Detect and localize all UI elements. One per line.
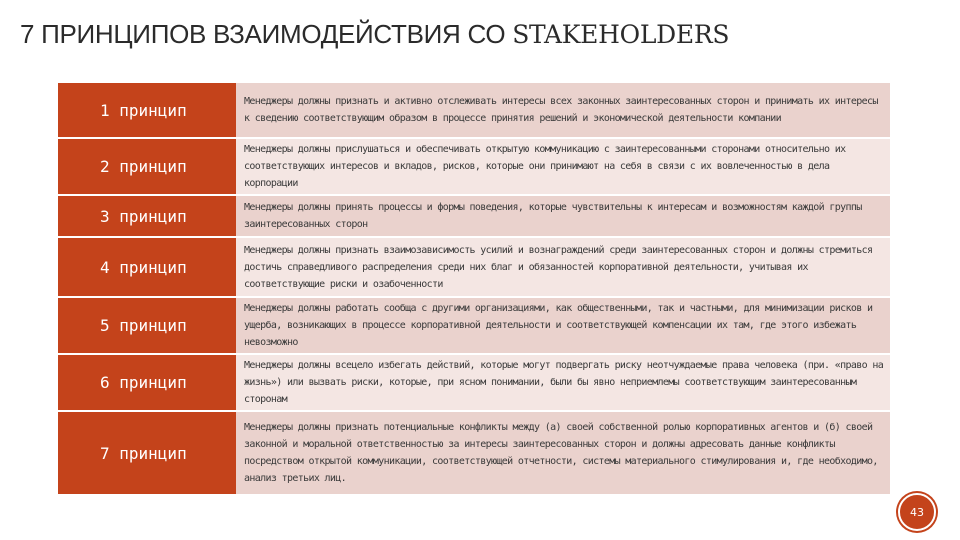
principle-label: 5 принцип — [58, 297, 236, 354]
table-row — [58, 237, 890, 297]
page-number: 43 — [910, 505, 924, 519]
principle-text: Менеджеры должны признать потенциальные конфликты между (а) своей собственной ролью корпоративных агентов и (б) своей законной и моральной ответственностью за интересы заинтересованных сторон и должны адресовать данные конфликты посредством открытой коммуникации, соответствующей отчетности, системы материального стимулирования и, где необходимо, анализ третьих лиц. — [236, 411, 890, 495]
table-row — [58, 83, 890, 138]
principle-text: Менеджеры должны признать и активно отслеживать интересы всех законных заинтересованных сторон и принимать их интересы к сведению соответствующим образом в процессе принятия решений и экономической деятельности компании — [236, 83, 890, 138]
principle-text: Менеджеры должны всецело избегать действий, которые могут подвергать риску неотчуждаемые права человека (при. «право на жизнь») или вызвать риски, которые, при ясном понимании, были бы явно неприемлемы соответствующим заинтересованным сторонам — [236, 354, 890, 411]
principle-label: 7 принцип — [58, 411, 236, 495]
principles-table — [58, 83, 890, 496]
principle-text: Менеджеры должны признать взаимозависимость усилий и вознаграждений среди заинтересованных сторон и должны стремиться достичь справедливого распределения среди них благ и обязанностей корпоративной деятельности, учитывая их соответствующие риски и озабоченности — [236, 237, 890, 297]
slide-title — [20, 17, 940, 52]
principle-label: 4 принцип — [58, 237, 236, 297]
principle-label: 6 принцип — [58, 354, 236, 411]
table-row — [58, 138, 890, 195]
principle-label: 1 принцип — [58, 83, 236, 138]
table-row — [58, 354, 890, 411]
table-row — [58, 411, 890, 495]
table-row — [58, 297, 890, 354]
slide-title-latin: STAKEHOLDERS — [512, 20, 730, 49]
principle-text: Менеджеры должны принять процессы и формы поведения, которые чувствительны к интересам и возможностям каждой группы заинтересованных сторон — [236, 195, 890, 237]
principle-text: Менеджеры должны работать сообща с другими организациями, как общественными, так и частными, для минимизации рисков и ущерба, возникающих в процессе корпоративной деятельности и соответствующей компенсации их там, где этого избежать невозможно — [236, 297, 890, 354]
principle-label: 3 принцип — [58, 195, 236, 237]
page-number-badge — [898, 493, 936, 531]
principle-label: 2 принцип — [58, 138, 236, 195]
table-row — [58, 195, 890, 237]
slide-title-main: 7 ПРИНЦИПОВ ВЗАИМОДЕЙСТВИЯ СО — [20, 19, 513, 49]
principle-text: Менеджеры должны прислушаться и обеспечивать открытую коммуникацию с заинтересованными сторонами относительно их соответствующих интересов и вкладов, рисков, которые они принимают на себя в связи с их вовлеченностью в дела корпорации — [236, 138, 890, 195]
